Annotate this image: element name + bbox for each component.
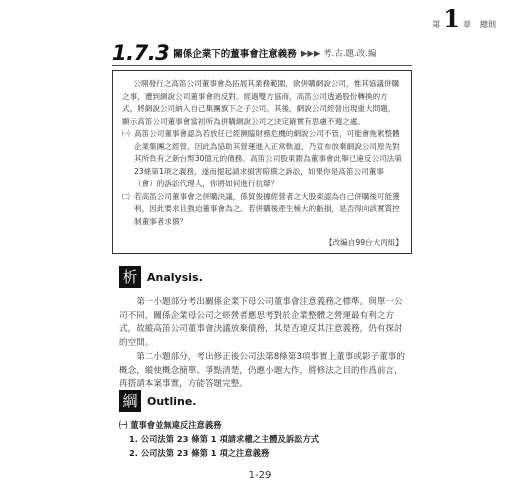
chapter-number: 1 xyxy=(443,4,460,33)
outline-item: 2. 公司法第 23 條第 1 項之注意義務 xyxy=(129,448,270,458)
question-item xyxy=(122,128,402,191)
chapter-suffix: 章 xyxy=(463,20,471,29)
outline-item: 1. 公司法第 23 條第 1 項請求權之主體及訴訟方式 xyxy=(129,434,320,444)
outline-label: Outline. xyxy=(147,394,197,408)
outline-list xyxy=(119,418,409,460)
outline-icon: 綱 xyxy=(119,390,141,412)
chapter-prefix: 第 xyxy=(432,20,441,29)
section-underline xyxy=(112,65,412,66)
analysis-icon: 析 xyxy=(119,266,141,288)
section-title: 關係企業下的董事會注意義務 xyxy=(173,49,297,60)
question-item xyxy=(122,191,402,229)
chapter-header xyxy=(432,4,496,33)
analysis-heading xyxy=(119,266,203,288)
question-marker: ㈠ xyxy=(122,129,130,138)
outline-heading xyxy=(119,390,196,412)
page-number: 1-29 xyxy=(248,470,272,481)
outline-item: ㈠ 董事會並無違反注意義務 xyxy=(119,420,222,430)
question-marker: ㈡ xyxy=(122,191,130,201)
chapter-name: 總則 xyxy=(480,20,496,29)
analysis-paragraph: 第二小題部分，考出修正後公司法第8條第3項事實上董事或影子董事的概念，縱使概念簡單、爭點清楚，仍應小題大作，將修法之目的作爲前言，再搭請本案事實，方能答題完整。 xyxy=(119,352,405,389)
section-number: 1.7.3 xyxy=(112,41,170,65)
question-text: 若高笛公司董事會之併購決議，係貿俊據經營者之大股東認為自己併購後可能獲利，因此要求且強迫董事會為之。若併購後產生極大的虧損，是否得向該實質控制董事者求償？ xyxy=(134,191,400,226)
question-text: 高笛公司董事會認為若放任已經瀕臨財務危機的網說公司不管，可能會拖累整體企業集團之經營，因此為協助其營運進入正常軌道，乃宣布放棄網說公司原先對其所負有之新台幣30億元的債務。高笛公司股東銀為董事會此舉已違反公司法第23條第1項之義務，遂而提起請求損害賠償之訴訟，如果你是高笛公司董事（會）的訴訟代理人，你將如何進行抗辯？ xyxy=(134,129,402,188)
section-tag: ▶▶▶ 考.古.題.改.編 xyxy=(300,49,377,59)
analysis-paragraph: 第一小題部分考出關係企業下母公司董事會注意義務之標準。與單一公司不同，關係企業母公司之經營者應思考對於企業整體之營運最有利之方式，故縱高笛公司董事會決議放棄債務，其是否違反其注意義務，仍有探討的空間。 xyxy=(119,297,403,348)
question-intro: 公開發行之高笛公司董事會為拓展其業務範圍，欲併購網說公司，惟其協議併購之事，遭到網說公司董事會的反對。經過雙方協商，高笛公司透過股份轉換的方式，將網說公司納入自己集團旗下之子公司。其後，網說公司經營出現重大問題，顯示高笛公司董事會當初所為併購網說公司之決定確實有思慮不週之處。 xyxy=(122,79,400,126)
section-heading xyxy=(112,42,412,64)
question-source: 【改編自99台大丙組】 xyxy=(324,237,403,247)
question-box xyxy=(112,70,412,254)
analysis-label: Analysis. xyxy=(147,270,203,284)
